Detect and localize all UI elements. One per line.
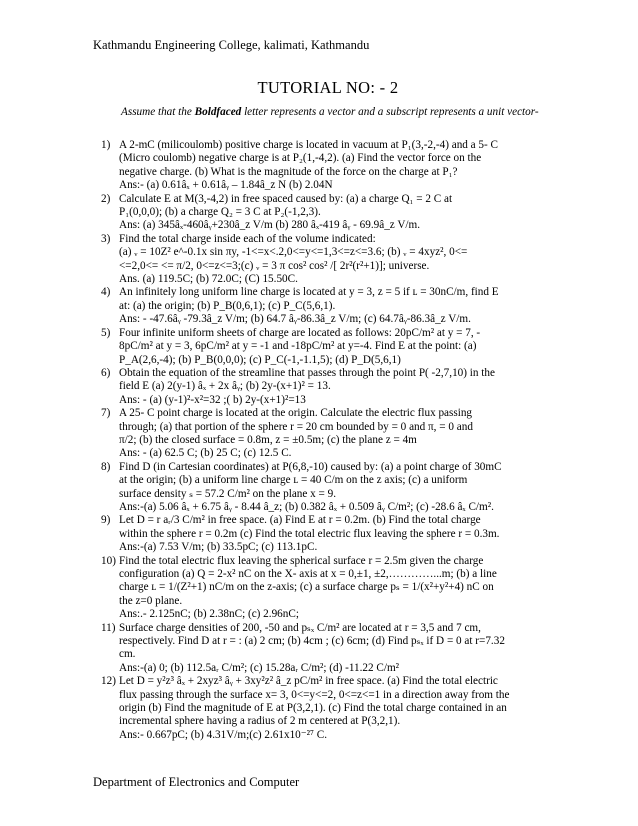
problem-line: Find the total charge inside each of the volume indicated: xyxy=(119,232,376,245)
problem-item xyxy=(101,514,553,554)
problem-line: Surface charge densities of 200, -50 and pₛₓ C/m² are located at r = 3,5 and 7 cm, xyxy=(119,621,481,634)
problem-item xyxy=(101,555,553,622)
problem-line: surface density ₛ = 57.2 C/m² on the plane x = 9. xyxy=(119,487,337,500)
problem-text xyxy=(119,286,553,326)
problem-text xyxy=(119,514,553,554)
problem-line: Ans:- 0.667pC; (b) 4.31V/m;(c) 2.61x10⁻²⁷ C. xyxy=(119,728,327,741)
problem-text xyxy=(119,367,553,407)
problem-line: Obtain the equation of the streamline that passes through the point P( -2,7,10) in the xyxy=(119,366,495,379)
problem-number: 9) xyxy=(101,514,111,527)
problem-number: 11) xyxy=(101,621,116,634)
problem-number: 4) xyxy=(101,286,111,299)
problem-line: P_A(2,6,-4); (b) P_B(0,0,0); (c) P_C(-1,-1.1,5); (d) P_D(5,6,1) xyxy=(119,353,401,366)
problem-line: (Micro coulomb) negative charge is at P₂(1,-4,2). (a) Find the vector force on the xyxy=(119,152,482,165)
intro-note: Assume that the Boldfaced letter represents a vector and a subscript represents a unit vector- xyxy=(121,106,539,118)
problem-line: P₁(0,0,0); (b) a charge Q₂ = 3 C at P₂(-1,2,3). xyxy=(119,206,321,219)
problem-text xyxy=(119,622,553,676)
problem-line: field E (a) 2(y-1) âₓ + 2x âᵧ; (b) 2y-(x+1)² = 13. xyxy=(119,380,331,393)
problem-text xyxy=(119,193,553,233)
page-footer: Department of Electronics and Computer xyxy=(93,775,300,789)
problem-number: 8) xyxy=(101,460,111,473)
problem-line: negative charge. (b) What is the magnitude of the force on the charge at P₁? xyxy=(119,165,458,178)
page-header: Kathmandu Engineering College, kalimati, Kathmandu xyxy=(93,38,370,52)
problem-line: An infinitely long uniform line charge is located at y = 3, z = 5 if ʟ = 30nC/m, find E xyxy=(119,286,499,299)
problem-item xyxy=(101,139,553,193)
problem-line: the z=0 plane. xyxy=(119,594,183,607)
problem-item xyxy=(101,193,553,233)
problem-line: Ans:-(a) 5.06 âₓ + 6.75 âᵧ - 8.44 â_z; (b) 0.382 âₓ + 0.509 âᵧ C/m²; (c) -28.6 âₓ C/m². xyxy=(119,500,494,513)
problem-text xyxy=(119,327,553,367)
problem-line: respectively. Find D at r = : (a) 2 cm; (b) 4cm ; (c) 6cm; (d) Find pₛₓ if D = 0 at r=7.32 xyxy=(119,635,505,648)
problem-line: Ans:- (a) 0.61âₓ + 0.61âᵧ – 1.84â_z N (b) 2.04N xyxy=(119,179,333,192)
problem-item xyxy=(101,286,553,326)
problem-number: 7) xyxy=(101,407,111,420)
problem-item xyxy=(101,327,553,367)
problem-line: Four infinite uniform sheets of charge are located as follows: 20pC/m² at y = 7, - xyxy=(119,326,481,339)
problem-line: Ans:-(a) 7.53 V/m; (b) 33.5pC; (c) 113.1pC. xyxy=(119,541,318,554)
problem-text xyxy=(119,461,553,515)
problem-line: Ans: - -47.6âᵧ -79.3â_z V/m; (b) 64.7 âᵧ-86.3â_z V/m; (c) 64.7âᵧ-86.3â_z V/m. xyxy=(119,313,471,326)
problem-number: 1) xyxy=(101,139,111,151)
problem-line: A 2-mC (milicoulomb) positive charge is located in vacuum at P₁(3,-2,-4) and a 5- C xyxy=(119,139,499,151)
problem-item xyxy=(101,461,553,515)
problem-number: 10) xyxy=(101,554,116,567)
problem-line: Ans: - (a) (y-1)²-x²=32 ;( b) 2y-(x+1)²=13 xyxy=(119,393,306,406)
problem-number: 2) xyxy=(101,192,111,205)
problem-line: Ans: - (a) 62.5 C; (b) 25 C; (c) 12.5 C. xyxy=(119,447,292,460)
problem-number: 6) xyxy=(101,366,111,379)
problem-line: A 25- C point charge is located at the origin. Calculate the electric flux passing xyxy=(119,407,473,420)
problem-line: at: (a) the origin; (b) P_B(0,6,1); (c) P_C(5,6,1). xyxy=(119,299,336,312)
problem-line: incremental sphere having a radius of 2 m centered at P(3,2,1). xyxy=(119,715,401,728)
problem-item xyxy=(101,407,553,461)
problem-line: 8pC/m² at y = 3, 6pC/m² at y = -1 and -18pC/m² at y=-4. Find E at the point: (a) xyxy=(119,340,477,353)
problem-line: charge ʟ = 1/(Z²+1) nC/m on the z-axis; (c) a surface charge pₛ = 1/(x²+y²+4) nC on xyxy=(119,581,494,594)
problem-item xyxy=(101,233,553,287)
problem-number: 12) xyxy=(101,675,116,688)
problem-list xyxy=(101,139,553,742)
problem-line: Calculate E at M(3,-4,2) in free spaced caused by: (a) a charge Q₁ = 2 C at xyxy=(119,192,453,205)
problem-line: Let D = y²z³ âₓ + 2xyz³ âᵧ + 3xy²z² â_z pC/m² in free space. (a) Find the total electric xyxy=(119,675,498,688)
problem-line: configuration (a) Q = 2-x² nC on the X- axis at x = 0,±1, ±2,…………...m; (b) a line xyxy=(119,568,497,580)
problem-item xyxy=(101,675,553,742)
problem-line: Find D (in Cartesian coordinates) at P(6,8,-10) caused by: (a) a point charge of 30mC xyxy=(119,460,502,473)
problem-line: Ans: (a) 345âₓ-460âᵧ+230â_z V/m (b) 280 âₓ-419 âᵧ - 69.9â_z V/m. xyxy=(119,219,421,232)
problem-line: cm. xyxy=(119,648,136,661)
problem-item xyxy=(101,622,553,676)
tutorial-title: TUTORIAL NO: - 2 xyxy=(257,78,399,97)
problem-line: through; (a) that portion of the sphere r = 20 cm bounded by = 0 and π, = 0 and xyxy=(119,420,473,433)
problem-line: flux passing through the surface x= 3, 0<=y<=2, 0<=z<=1 in a direction away from the xyxy=(119,688,510,701)
problem-line: Ans. (a) 119.5C; (b) 72.0C; (C) 15.50C. xyxy=(119,273,298,286)
problem-line: within the sphere r = 0.2m (c) Find the total electric flux leaving the sphere r = 0.3m. xyxy=(119,527,500,540)
problem-line: (a) ᵥ = 10Z² e^-0.1x sin πy, -1<=x<.2,0<=y<=1,3<=z<=3.6; (b) ᵥ = 4xyz², 0<= xyxy=(119,246,468,259)
problem-line: origin (b) Find the magnitude of E at P(3,2,1). (c) Find the total charge contained in an xyxy=(119,702,507,715)
problem-line: Let D = r aᵣ/3 C/m² in free space. (a) Find E at r = 0.2m. (b) Find the total charge xyxy=(119,514,481,527)
problem-line: Find the total electric flux leaving the spherical surface r = 2.5m given the charge xyxy=(119,554,484,567)
problem-line: π/2; (b) the closed surface = 0.8m, z = ±0.5m; (c) the plane z = 4m xyxy=(119,433,417,446)
problem-text xyxy=(119,407,553,461)
boldfaced-word: Boldfaced xyxy=(194,106,242,118)
problem-text xyxy=(119,555,553,622)
problem-line: Ans:.- 2.125nC; (b) 2.38nC; (c) 2.96nC; xyxy=(119,608,299,621)
problem-text xyxy=(119,233,553,287)
problem-number: 3) xyxy=(101,232,111,245)
problem-item xyxy=(101,367,553,407)
problem-line: at the origin; (b) a uniform line charge ʟ = 40 C/m on the z axis; (c) a uniform xyxy=(119,474,468,487)
problem-text xyxy=(119,139,553,193)
problem-line: Ans:-(a) 0; (b) 112.5aᵣ C/m²; (c) 15.28aᵣ C/m²; (d) -11.22 C/m² xyxy=(119,661,400,674)
problem-line: <=2,0<= <= π/2, 0<=z<=3;(c) ᵥ = 3 π cos² cos² /[ 2r²(r²+1)]; universe. xyxy=(119,259,430,272)
problem-number: 5) xyxy=(101,326,111,339)
problem-text xyxy=(119,675,553,742)
